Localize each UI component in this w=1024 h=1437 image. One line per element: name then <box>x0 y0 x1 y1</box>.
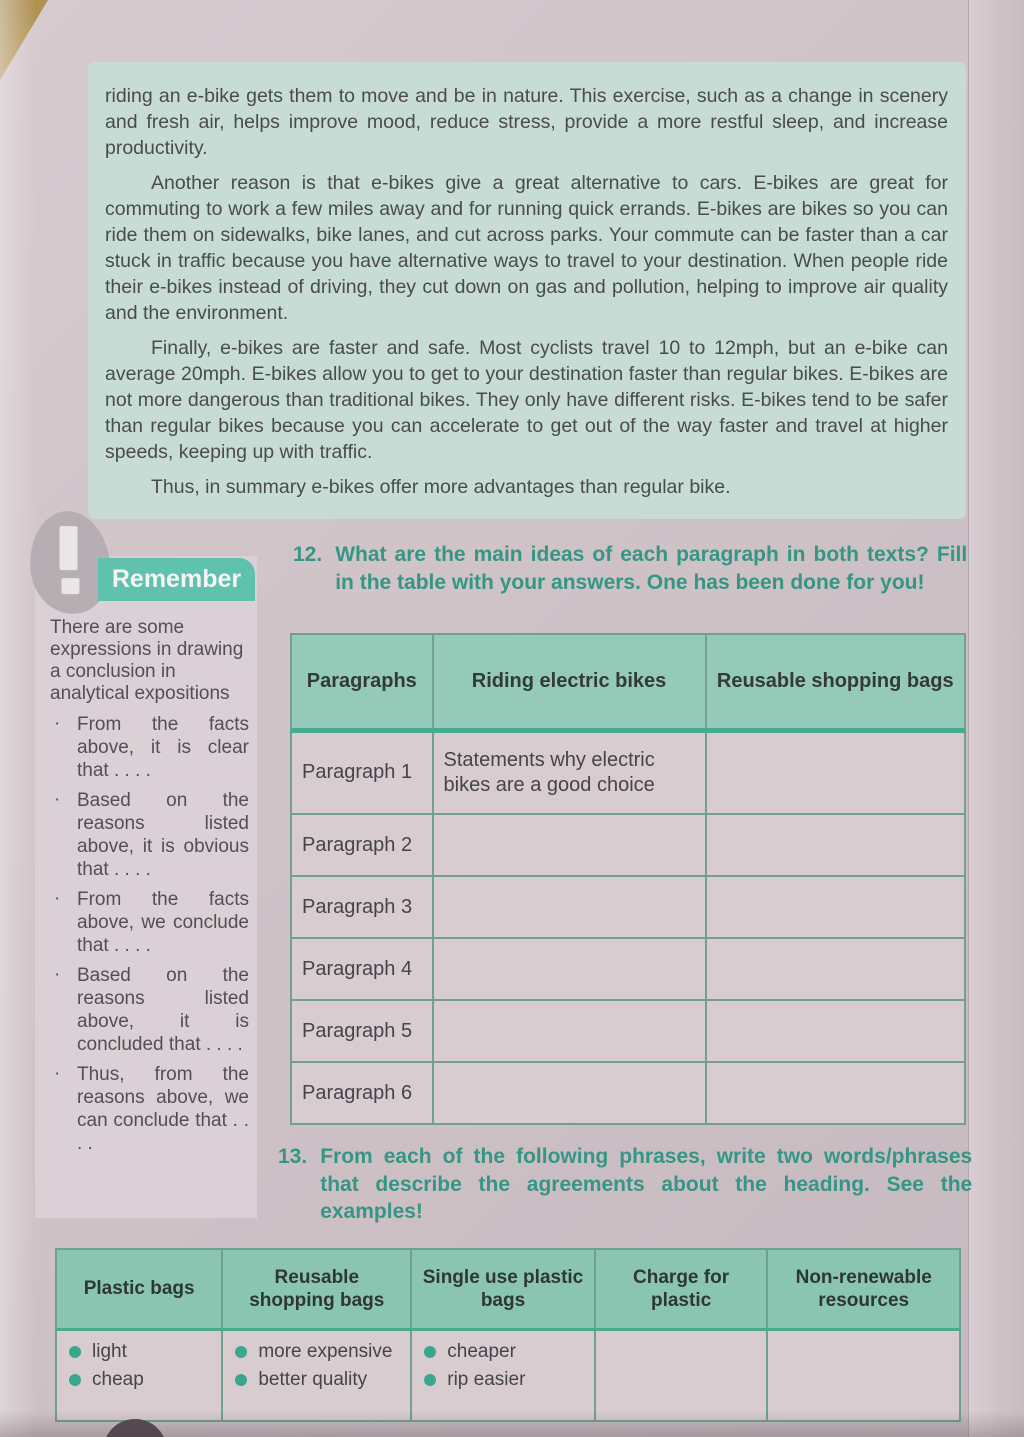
list-item: · Based on the reasons listed above, it is obvious that . . . . <box>54 789 249 880</box>
bullet-dot-icon <box>235 1374 247 1386</box>
phrase-list <box>69 1340 215 1391</box>
table-row <box>291 1000 965 1062</box>
bullet-dot-icon <box>424 1346 436 1358</box>
question-13 <box>278 1143 972 1226</box>
table-header-row <box>56 1249 960 1329</box>
answer-cell <box>433 1000 706 1062</box>
answer-cell-plastic-bags <box>56 1329 222 1421</box>
answer-cell-reusable-shopping-bags <box>222 1329 411 1421</box>
list-item: light <box>69 1340 215 1363</box>
remember-body <box>35 601 257 1218</box>
paragraph-label: Paragraph 2 <box>291 814 433 876</box>
answer-cell: Statements why electric bikes are a good choice <box>433 730 706 814</box>
phrases-agreements-table <box>55 1248 961 1422</box>
column-header-plastic-bags: Plastic bags <box>56 1249 222 1329</box>
list-item: cheaper <box>424 1340 588 1363</box>
remember-intro: There are some expressions in drawing a conclusion in analytical expositions <box>50 617 244 704</box>
column-header-reusable-shopping-bags: Reusable shopping bags <box>222 1249 411 1329</box>
page-bottom-shadow <box>0 1411 1024 1437</box>
answer-cell <box>706 1062 966 1124</box>
answer-cell <box>433 876 706 938</box>
question-12-number: 12. <box>293 543 323 566</box>
remember-header <box>98 558 255 601</box>
remember-box <box>35 556 257 1218</box>
passage-paragraph-3: Finally, e-bikes are faster and safe. Most cyclists travel 10 to 12mph, but an e-bike can average 20mph. E-bikes allow you to get to your destination faster than regular bikes. E-bikes are not more dangerous than traditional bikes. They only have different risks. E-bikes tend to be safer than regular bikes because you can accelerate to get out of the way faster and travel at higher speeds, keeping up with traffic. <box>105 337 948 463</box>
phrase-list <box>424 1340 588 1391</box>
bullet-dot-icon <box>235 1346 247 1358</box>
answer-cell <box>433 1062 706 1124</box>
column-header-non-renewable-resources: Non-renewable resources <box>767 1249 960 1329</box>
answer-cell <box>706 730 966 814</box>
phrase-list <box>235 1340 404 1391</box>
bullet-dot-icon <box>69 1346 81 1358</box>
answer-cell <box>706 814 966 876</box>
bullet-dot-icon <box>424 1374 436 1386</box>
answer-cell <box>706 1000 966 1062</box>
list-item: rip easier <box>424 1368 588 1391</box>
table-row <box>291 876 965 938</box>
column-header-charge-for-plastic: Charge for plastic <box>595 1249 768 1329</box>
table-row <box>56 1329 960 1421</box>
reading-passage <box>88 62 966 519</box>
paragraph-label: Paragraph 4 <box>291 938 433 1000</box>
bullet-dot-icon: · <box>54 1063 61 1084</box>
paragraph-label: Paragraph 3 <box>291 876 433 938</box>
exclamation-bar <box>59 526 77 570</box>
table-header-row <box>291 634 965 730</box>
remember-expression-list <box>50 713 249 1155</box>
table-row <box>291 1062 965 1124</box>
paragraph-main-ideas-table <box>290 633 966 1125</box>
paragraph-label: Paragraph 5 <box>291 1000 433 1062</box>
question-12-text: What are the main ideas of each paragraph in both texts? Fill in the table with your answers. One has been done for you! <box>335 543 968 594</box>
bullet-dot-icon <box>69 1374 81 1386</box>
list-item: better quality <box>235 1368 404 1391</box>
passage-paragraph-4: Thus, in summary e-bikes offer more advantages than regular bike. <box>151 476 731 498</box>
paragraph-label: Paragraph 1 <box>291 730 433 814</box>
table-row <box>291 938 965 1000</box>
list-item: · Thus, from the reasons above, we can conclude that . . . . <box>54 1063 249 1154</box>
paragraph-label: Paragraph 6 <box>291 1062 433 1124</box>
question-13-number: 13. <box>278 1145 308 1168</box>
list-item: cheap <box>69 1368 215 1391</box>
answer-cell <box>433 814 706 876</box>
column-header-paragraphs: Paragraphs <box>291 634 433 730</box>
table-row <box>291 730 965 814</box>
answer-cell-non-renewable-resources <box>767 1329 960 1421</box>
passage-paragraph-1: riding an e-bike gets them to move and be in nature. This exercise, such as a change in scenery and fresh air, helps improve mood, reduce stress, provide a more restful sleep, and increase productivity. <box>105 85 948 159</box>
bullet-dot-icon: · <box>54 713 61 734</box>
column-header-riding-electric-bikes: Riding electric bikes <box>433 634 706 730</box>
exclamation-dot <box>61 578 79 594</box>
answer-cell <box>706 938 966 1000</box>
bullet-dot-icon: · <box>54 964 61 985</box>
passage-paragraph-2: Another reason is that e-bikes give a great alternative to cars. E-bikes are great for commuting to work a few miles away and for running quick errands. E-bikes are bikes so you can ride them on sidewalks, bike lanes, and cut across parks. Your commute can be faster than a car stuck in traffic because you have alternative ways to travel to your destination. When people ride their e-bikes instead of driving, they cut down on gas and pollution, helping to improve air quality and the environment. <box>105 172 948 324</box>
answer-cell-single-use-plastic-bags <box>411 1329 595 1421</box>
list-item: · From the facts above, we conclude that . . . . <box>54 888 249 956</box>
table-row <box>291 814 965 876</box>
answer-cell <box>433 938 706 1000</box>
answer-cell <box>706 876 966 938</box>
bullet-dot-icon: · <box>54 888 61 909</box>
answer-cell-charge-for-plastic <box>595 1329 768 1421</box>
question-12 <box>293 541 967 596</box>
list-item: more expensive <box>235 1340 404 1363</box>
column-header-single-use-plastic-bags: Single use plastic bags <box>411 1249 595 1329</box>
question-13-text: From each of the following phrases, write two words/phrases that describe the agreements about the heading. See the examples! <box>320 1145 973 1223</box>
list-item: · Based on the reasons listed above, it is concluded that . . . . <box>54 964 249 1055</box>
page-right-edge <box>968 0 1024 1437</box>
list-item: · From the facts above, it is clear that . . . . <box>54 713 249 781</box>
page-left-edge <box>0 0 36 1437</box>
remember-title: Remember <box>111 565 242 593</box>
column-header-reusable-shopping-bags: Reusable shopping bags <box>706 634 966 730</box>
bullet-dot-icon: · <box>54 789 61 810</box>
